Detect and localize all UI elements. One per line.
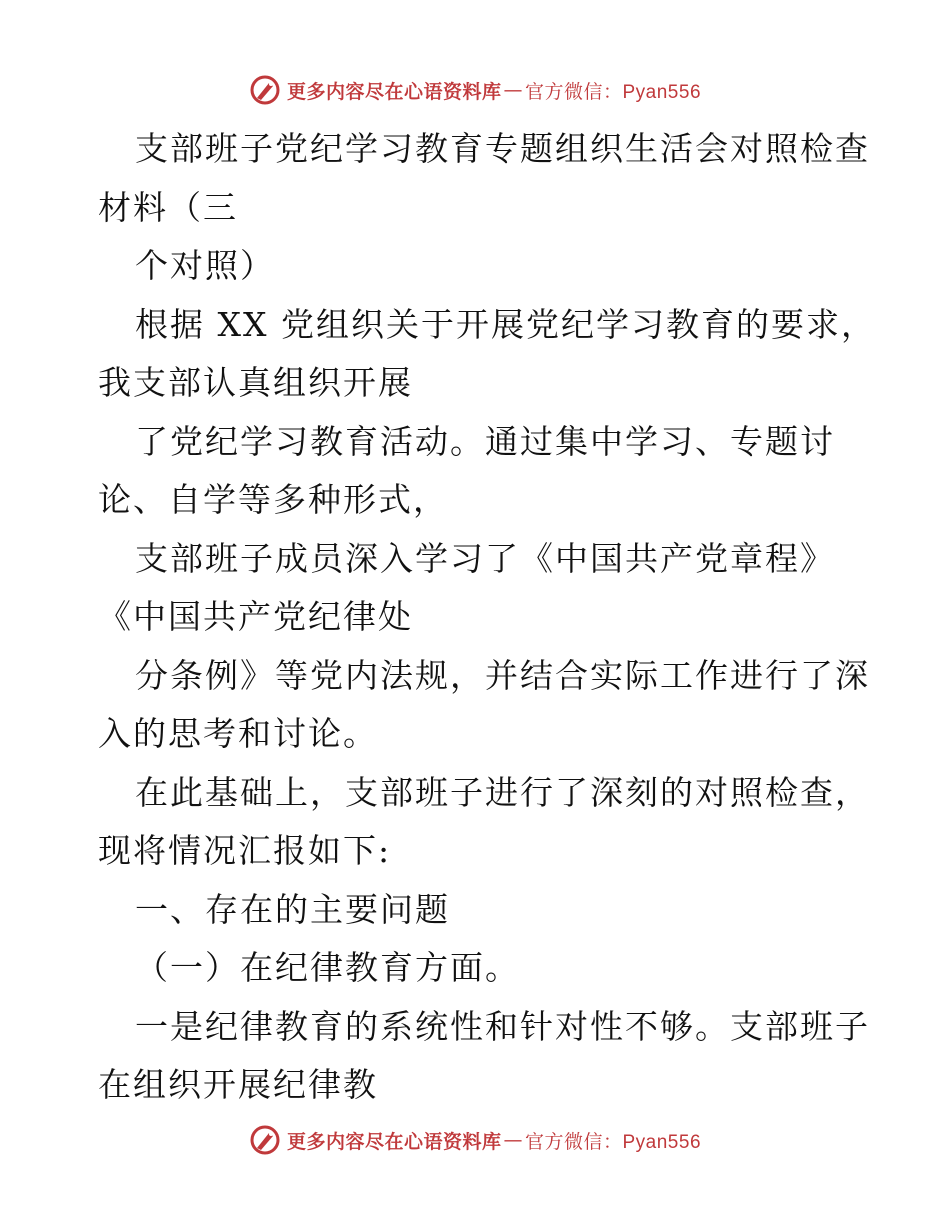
text-line: 现将情况汇报如下: bbox=[98, 831, 392, 870]
text-line: 论、自学等多种形式， bbox=[98, 480, 448, 519]
text-line: 入的思考和讨论。 bbox=[98, 714, 378, 753]
header-watermark bbox=[0, 70, 950, 110]
watermark-separator: — bbox=[503, 1129, 523, 1151]
pen-circle-logo-icon bbox=[249, 1124, 281, 1156]
text-line: 一、存在的主要问题 bbox=[135, 889, 450, 929]
text-line: 支部班子党纪学习教育专题组织生活会对照检查 bbox=[135, 129, 870, 168]
watermark-text: 更多内容尽在心语资料库 bbox=[286, 80, 502, 103]
watermark-text: 更多内容尽在心语资料库 bbox=[286, 1130, 502, 1153]
text-line: 支部班子成员深入学习了《中国共产党章程》 bbox=[135, 538, 835, 578]
text-line: 我支部认真组织开展 bbox=[98, 363, 413, 402]
text-line: 分条例》等党内法规，并结合实际工作进行了深 bbox=[135, 655, 870, 695]
text-line: 在此基础上，支部班子进行了深刻的对照检查， bbox=[135, 772, 870, 812]
text-line: （一）在纪律教育方面。 bbox=[135, 948, 520, 987]
text-line: 了党纪学习教育活动。通过集中学习、专题讨 bbox=[135, 421, 835, 461]
footer-watermark bbox=[0, 1120, 950, 1160]
text-line: 一是纪律教育的系统性和针对性不够。支部班子 bbox=[135, 1006, 870, 1046]
text-line: 在组织开展纪律教 bbox=[98, 1065, 378, 1104]
document-body bbox=[98, 120, 876, 1115]
text-line: 个对照） bbox=[135, 246, 275, 285]
pen-circle-logo-icon bbox=[249, 74, 281, 106]
text-line: 根据 XX 党组织关于开展党纪学习教育的要求， bbox=[135, 304, 876, 344]
text-line: 《中国共产党纪律处 bbox=[98, 597, 413, 636]
watermark-contact: 官方微信：Pyan556 bbox=[525, 81, 702, 103]
text-line: 材料（三 bbox=[98, 187, 238, 227]
watermark-contact: 官方微信：Pyan556 bbox=[525, 1131, 702, 1153]
watermark-separator: — bbox=[503, 79, 523, 101]
